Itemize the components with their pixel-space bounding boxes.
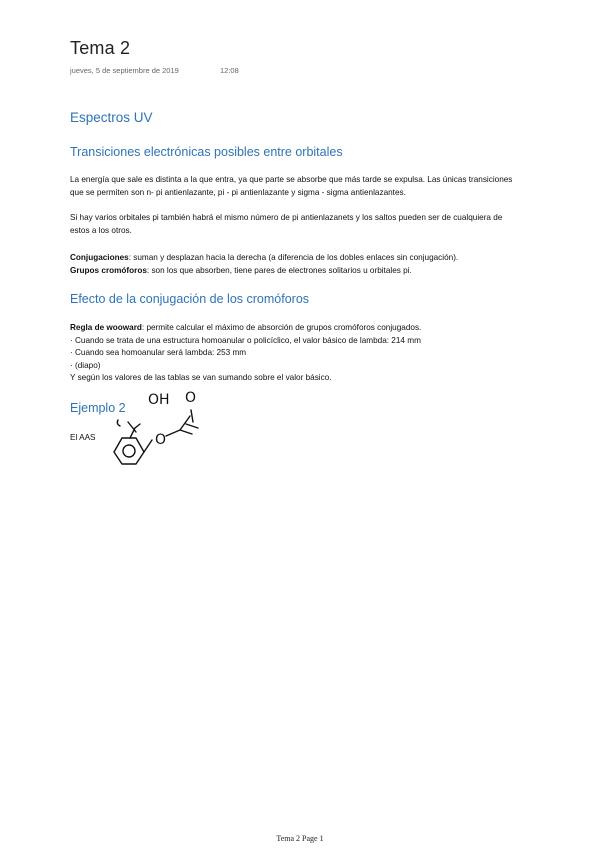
text-el-aas: El AAS	[70, 433, 96, 442]
paragraph-energia	[70, 174, 595, 199]
paragraph-regla	[70, 322, 595, 385]
term-cromoforos: Grupos cromóforos	[70, 265, 147, 275]
handwritten-molecule-drawing	[100, 388, 250, 468]
handwritten-o-label: O	[155, 432, 167, 448]
term-conjugaciones: Conjugaciones	[70, 253, 129, 262]
paragraph-line: Si hay varios orbitales pi también habrá el mismo número de pi antienlazanets y los saltos pueden ser de cualquiera de	[70, 213, 503, 222]
definition-conjugaciones	[70, 252, 595, 265]
benzene-ring-stroke	[114, 438, 144, 464]
page-date: jueves, 5 de septiembre de 2019	[70, 66, 179, 75]
list-item: · Cuando se trata de una estructura homoanular o policíclico, el valor básico de lambda: 214 mm	[70, 335, 421, 345]
definition-text: : son los que absorben, tiene pares de electrones solitarios u orbitales pi.	[146, 265, 412, 275]
definition-text: : permite calcular el máximo de absorción de grupos cromóforos conjugados.	[141, 323, 422, 332]
branch-stroke	[128, 422, 136, 432]
heading-ejemplo-2: Ejemplo 2	[70, 401, 126, 415]
page-time: 12:08	[220, 66, 239, 75]
paragraph-line: La energía que sale es distinta a la que entra, ya que parte se absorbe que más tarde se expulsa. Las únicas transiciones	[70, 175, 513, 184]
heading-efecto-conjugacion: Efecto de la conjugación de los cromóforos	[70, 292, 310, 306]
ester-bond-stroke	[144, 440, 152, 452]
list-item: · Cuando sea homoanular será lambda: 253 mm	[70, 348, 247, 357]
methyl-stroke	[186, 424, 198, 428]
chain-stroke	[166, 416, 190, 436]
paragraph-line: que se permiten son n- pi antienlazante, pi - pi antienlazante y sigma - sigma antienlazantes.	[70, 187, 406, 197]
benzene-inner-circle	[123, 445, 135, 457]
carbonyl-stroke	[117, 420, 120, 426]
chain-stroke	[180, 430, 192, 434]
paragraph-conjugaciones	[70, 252, 595, 277]
double-bond-stroke	[191, 410, 193, 422]
heading-transiciones: Transiciones electrónicas posibles entre orbitales	[70, 145, 343, 159]
paragraph-orbitales	[70, 212, 595, 237]
paragraph-line: estos a los otros.	[70, 225, 132, 235]
heading-espectros-uv: Espectros UV	[70, 110, 153, 125]
handwritten-oh-label: OH	[148, 392, 170, 408]
handwritten-o-label: O	[185, 390, 197, 406]
definition-regla	[70, 322, 595, 335]
list-item: · (diapo)	[70, 360, 101, 370]
definition-cromoforos	[70, 265, 595, 278]
page-title: Tema 2	[70, 38, 131, 58]
term-regla-wooward: Regla de wooward	[70, 323, 142, 332]
paragraph-line: Y según los valores de las tablas se van sumando sobre el valor básico.	[70, 373, 332, 382]
definition-text: : suman y desplazan hacia la derecha (a diferencia de los dobles enlaces sin conjugación).	[128, 253, 459, 262]
page-footer: Tema 2 Page 1	[276, 834, 324, 843]
